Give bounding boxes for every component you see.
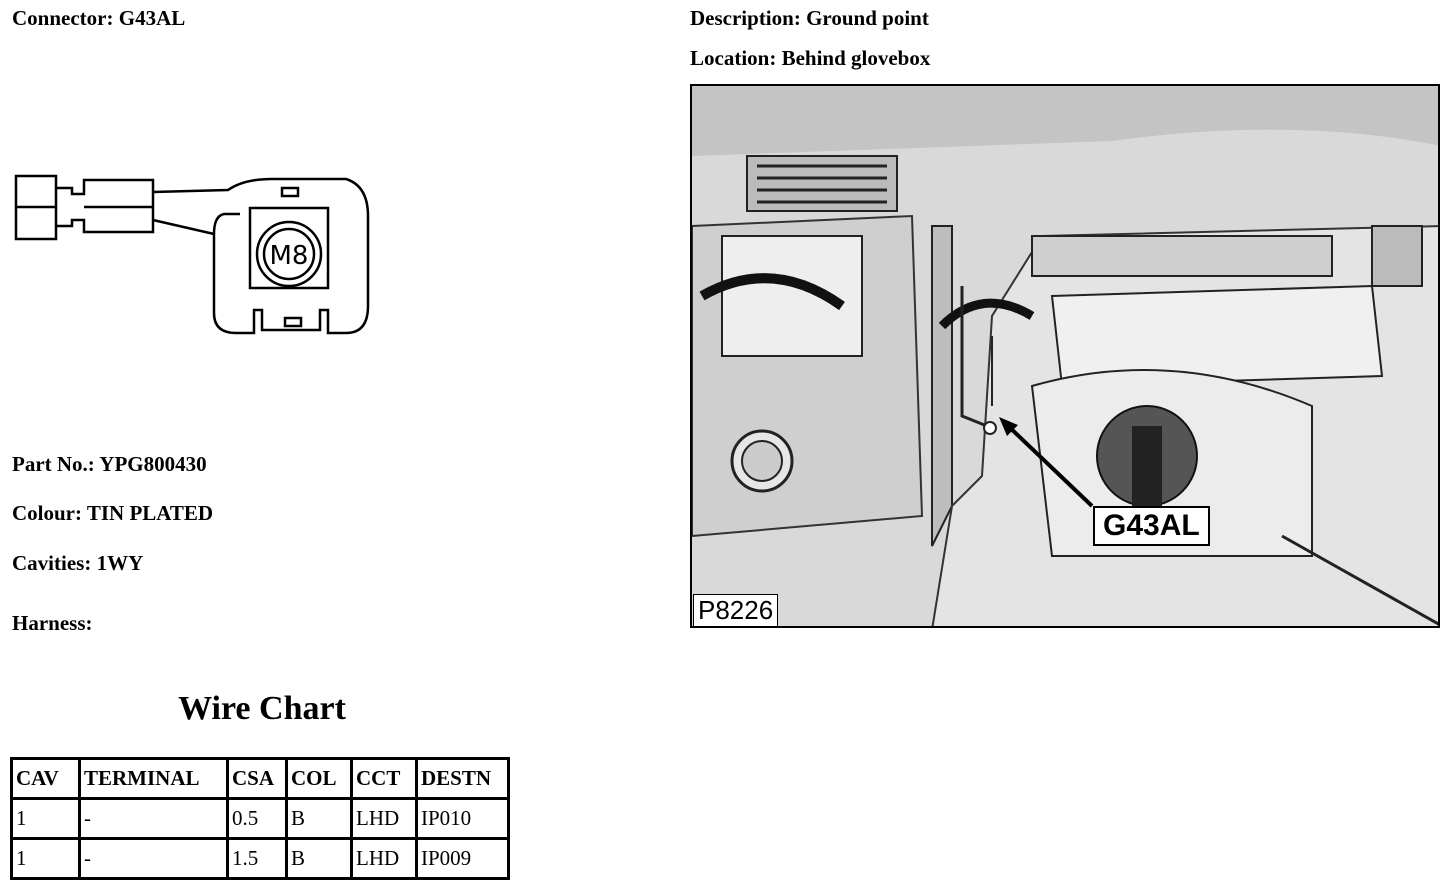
cell-col: B [288,800,353,840]
header-col: COL [288,760,353,800]
colour-label: Colour: [12,501,82,525]
cell-cav: 1 [13,840,81,877]
connector-field [12,6,185,31]
harness-field [12,611,93,636]
location-photo [690,84,1440,628]
connector-value: G43AL [118,6,186,30]
wire-chart-header-row [13,760,507,800]
header-terminal: TERMINAL [81,760,229,800]
description-value: Ground point [806,6,929,30]
location-field [690,46,930,71]
colour-value: TIN PLATED [86,501,214,525]
part-no-field [12,452,207,477]
cell-csa: 1.5 [229,840,288,877]
connector-pin-label: M8 [269,241,309,271]
location-label: Location: [690,46,777,70]
cell-cav: 1 [13,800,81,840]
description-field [690,6,929,31]
header-csa: CSA [229,760,288,800]
location-value: Behind glovebox [781,46,931,70]
wire-chart-title: Wire Chart [178,690,346,727]
header-cav: CAV [13,760,81,800]
cell-cct: LHD [353,800,418,840]
cell-terminal: - [81,800,229,840]
connector-diagram [10,168,380,343]
photo-reference-label: P8226 [693,594,778,627]
header-destn: DESTN [418,760,507,800]
photo-callout-label: G43AL [1093,506,1210,546]
part-no-value: YPG800430 [99,452,207,476]
harness-label: Harness: [12,611,93,635]
part-no-label: Part No.: [12,452,95,476]
cavities-value: 1WY [96,551,144,575]
cavities-field [12,551,143,576]
table-row [13,840,507,877]
cell-terminal: - [81,840,229,877]
colour-field [12,501,213,526]
cell-cct: LHD [353,840,418,877]
header-cct: CCT [353,760,418,800]
cavities-label: Cavities: [12,551,92,575]
cell-csa: 0.5 [229,800,288,840]
table-row [13,800,507,840]
cell-destn: IP009 [421,846,472,870]
connector-label: Connector: [12,6,114,30]
description-label: Description: [690,6,801,30]
cell-col: B [288,840,353,877]
cell-destn: IP010 [418,800,507,840]
wire-chart-table [10,757,510,880]
